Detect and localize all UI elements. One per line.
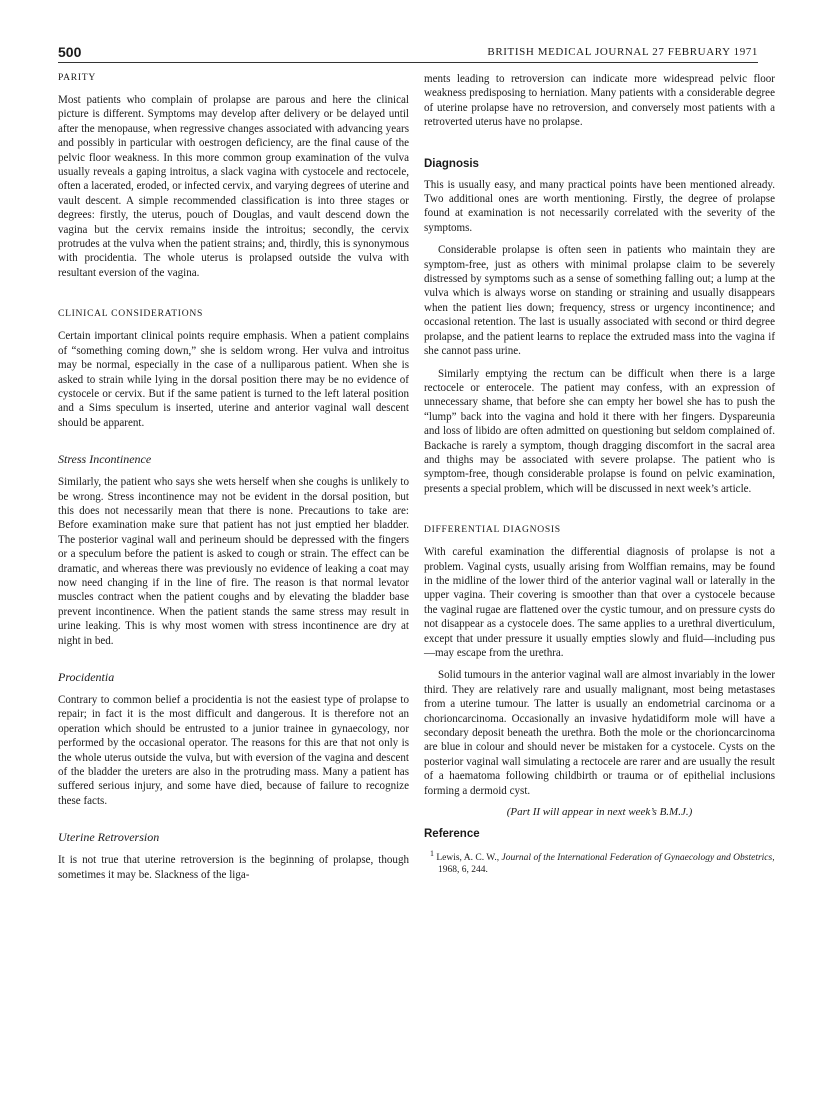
page-number: 500 <box>58 44 82 60</box>
paragraph: Similarly emptying the rectum can be difficult when there is a large rectocele or enterocele. The patient may confess, with an expression of unnecessary shame, that before she can empty her bowel she has to push the “lump” back into the vagina and hold it there with her fingers. Dyspareunia and loss of libido are often admitted on questioning but seldom complained of. Backache is rarely a symptom, though dragging discomfort in the sacral area and thighs may be associated with severe prolapse. The patient who is symptom-free, though considerable prolapse is found on pelvic examination, presents a special problem, which will be discussed in next week’s article. <box>424 367 775 495</box>
subheading-stress-incontinence: Stress Incontinence <box>58 452 152 467</box>
section-heading-parity: PARITY <box>58 72 96 83</box>
reference-author: Lewis, A. C. W., <box>436 853 500 864</box>
paragraph: Contrary to common belief a procidentia is not the easiest type of prolapse to repair; in fact it is the most difficult and dangerous. It is therefore not an operation which should be entrusted to a junior trainee in gynaecology, nor performed by the occasional operator. The reasons for this are that not only is the whole uterus outside the vulva, but with eversion of the vagina and descent of the bladder the ureters are also in the protruding mass. Many a patient has suffered serious injury, and some have died, because of failure to recognize these facts. <box>58 694 409 807</box>
paragraph: This is usually easy, and many practical points have been mentioned already. Two additional ones are worth mentioning. Firstly, the degree of prolapse found at examination is not necessarily correlated with the severity of the symptoms. <box>424 178 775 234</box>
section-heading-clinical: CLINICAL CONSIDERATIONS <box>58 308 203 320</box>
paragraph: Considerable prolapse is often seen in patients who maintain they are symptom-free, just as others with minimal prolapse claim to be severely distressed by symptoms such as a sense of something falling out; a lump at the vulva which is always worse on standing or straining and usually disappears when the patient lies down; frequency, stress or urgency incontinence; and occasional retention. The last is usually associated with second or third degree prolapse, and the patient learns to replace the extruded mass into the vagina if she cannot pass urine. <box>424 244 775 358</box>
paragraph: ments leading to retroversion can indicate more widespread pelvic floor weakness predisposing to herniation. Many patients with a considerable degree of uterine prolapse have no retroversion, and conversely most patients with a retroverted uterus have no prolapse. <box>424 73 775 129</box>
subheading-uterine-retroversion: Uterine Retroversion <box>58 830 160 845</box>
reference-number: 1 <box>430 849 434 859</box>
left-column <box>58 72 409 890</box>
paragraph: It is not true that uterine retroversion is the beginning of prolapse, though sometimes it may be. Slackness of the liga- <box>58 854 409 881</box>
paragraph: Solid tumours in the anterior vaginal wall are almost invariably in the lower third. They are relatively rare and usually malignant, most being metastases from a uterine tumour. The latter is usually an endometrial carcinoma or a chorioncarcinoma. Occasionally an invasive hydatidiform mole will have a secondary deposit beneath the urethra. Both the mole or the chorioncarcinoma are blue in colour and should never be mistaken for a cystocele. Cysts on the posterior vaginal wall simulating a rectocele are rarer and are usually the result of a haematoma following childbirth or trauma or of epithelial inclusions forming a dermoid cyst. <box>424 669 775 797</box>
paragraph: Most patients who complain of prolapse are parous and here the clinical picture is different. Symptoms may develop after delivery or be delayed until after the menopause, when regressive changes associated with advancing years and possibly in particular with oestrogen deficiency, are the final cause of the pelvic floor weakness. In this more common group examination of the vulva usually reveals a gaping introitus, a slack vagina with cystocele and rectocele, often a lacerated, eroded, or infected cervix, and varying degrees of uterine and vault descent. A simple recommended classification is into three stages or degrees: firstly, the uterus, pouch of Douglas, and vault descend down the vagina but the cervix remains inside the introitus; secondly, the cervix protrudes at the vulva when the patient strains; and, thirdly, this is synonymous with procidentia. The whole uterus is prolapsed outside the vulva with resultant eversion of the vagina. <box>58 94 409 279</box>
section-heading-diagnosis: Diagnosis <box>424 157 479 170</box>
paragraph: Certain important clinical points require emphasis. When a patient complains of “something coming down,” she is seldom wrong. Her vulva and introitus may be normal, especially in the case of a nulliparous patient. When she is asked to strain while lying in the dorsal position there may be no evidence of cystocele or cervix. But if the same patient is turned to the left lateral position and a Sims speculum is inserted, uterine and anterior vaginal wall descent should be apparent. <box>58 330 409 429</box>
reference-entry <box>424 848 775 876</box>
reference-journal: Journal of the International Federation of Gynaecology and Obstetrics, <box>501 853 775 864</box>
right-column <box>424 72 775 876</box>
header-rule <box>58 62 758 63</box>
reference-details: 1968, 6, 244. <box>438 864 488 875</box>
paragraph: Similarly, the patient who says she wets herself when she coughs is unlikely to be wrong. Stress incontinence may not be evident in the dorsal position, but this does not necessarily mean that there is none. Precautions to take are: Before examination make sure that patient has not just emptied her bladder. The posterior vaginal wall and perineum should be depressed with the fingers or a speculum before the patient is asked to cough or strain. The effect can be dramatic, and whereas there was previously no evidence of leaking a coat may now need changing if in the line of fire. The reason is that normal levator muscles contract when the patient coughs and by elevating the bladder base prevent incontinence. When the patient stands the same stress may result in urine leaking. This is why most women with stress incontinence are dry at night in bed. <box>58 476 409 647</box>
paragraph: With careful examination the differential diagnosis of prolapse is not a problem. Vaginal cysts, usually arising from Wolffian remains, may be found in the midline of the lower third of the anterior vaginal wall or laterally in the upper vagina. Their covering is smoother than that over a cystocele because the vaginal rugae are flattened over the cystic tumour, and on pressure cysts do not disappear as a cystocele does. The same applies to a urethral diverticulum, except that under pressure it usually empties slowly and fluid—including pus—may escape from the urethra. <box>424 546 775 659</box>
running-head: BRITISH MEDICAL JOURNAL 27 FEBRUARY 1971 <box>487 46 758 58</box>
continuation-note: (Part II will appear in next week’s B.M.J.) <box>506 806 693 819</box>
section-heading-reference: Reference <box>424 828 480 841</box>
subheading-procidentia: Procidentia <box>58 670 115 684</box>
section-heading-differential: DIFFERENTIAL DIAGNOSIS <box>424 524 561 536</box>
